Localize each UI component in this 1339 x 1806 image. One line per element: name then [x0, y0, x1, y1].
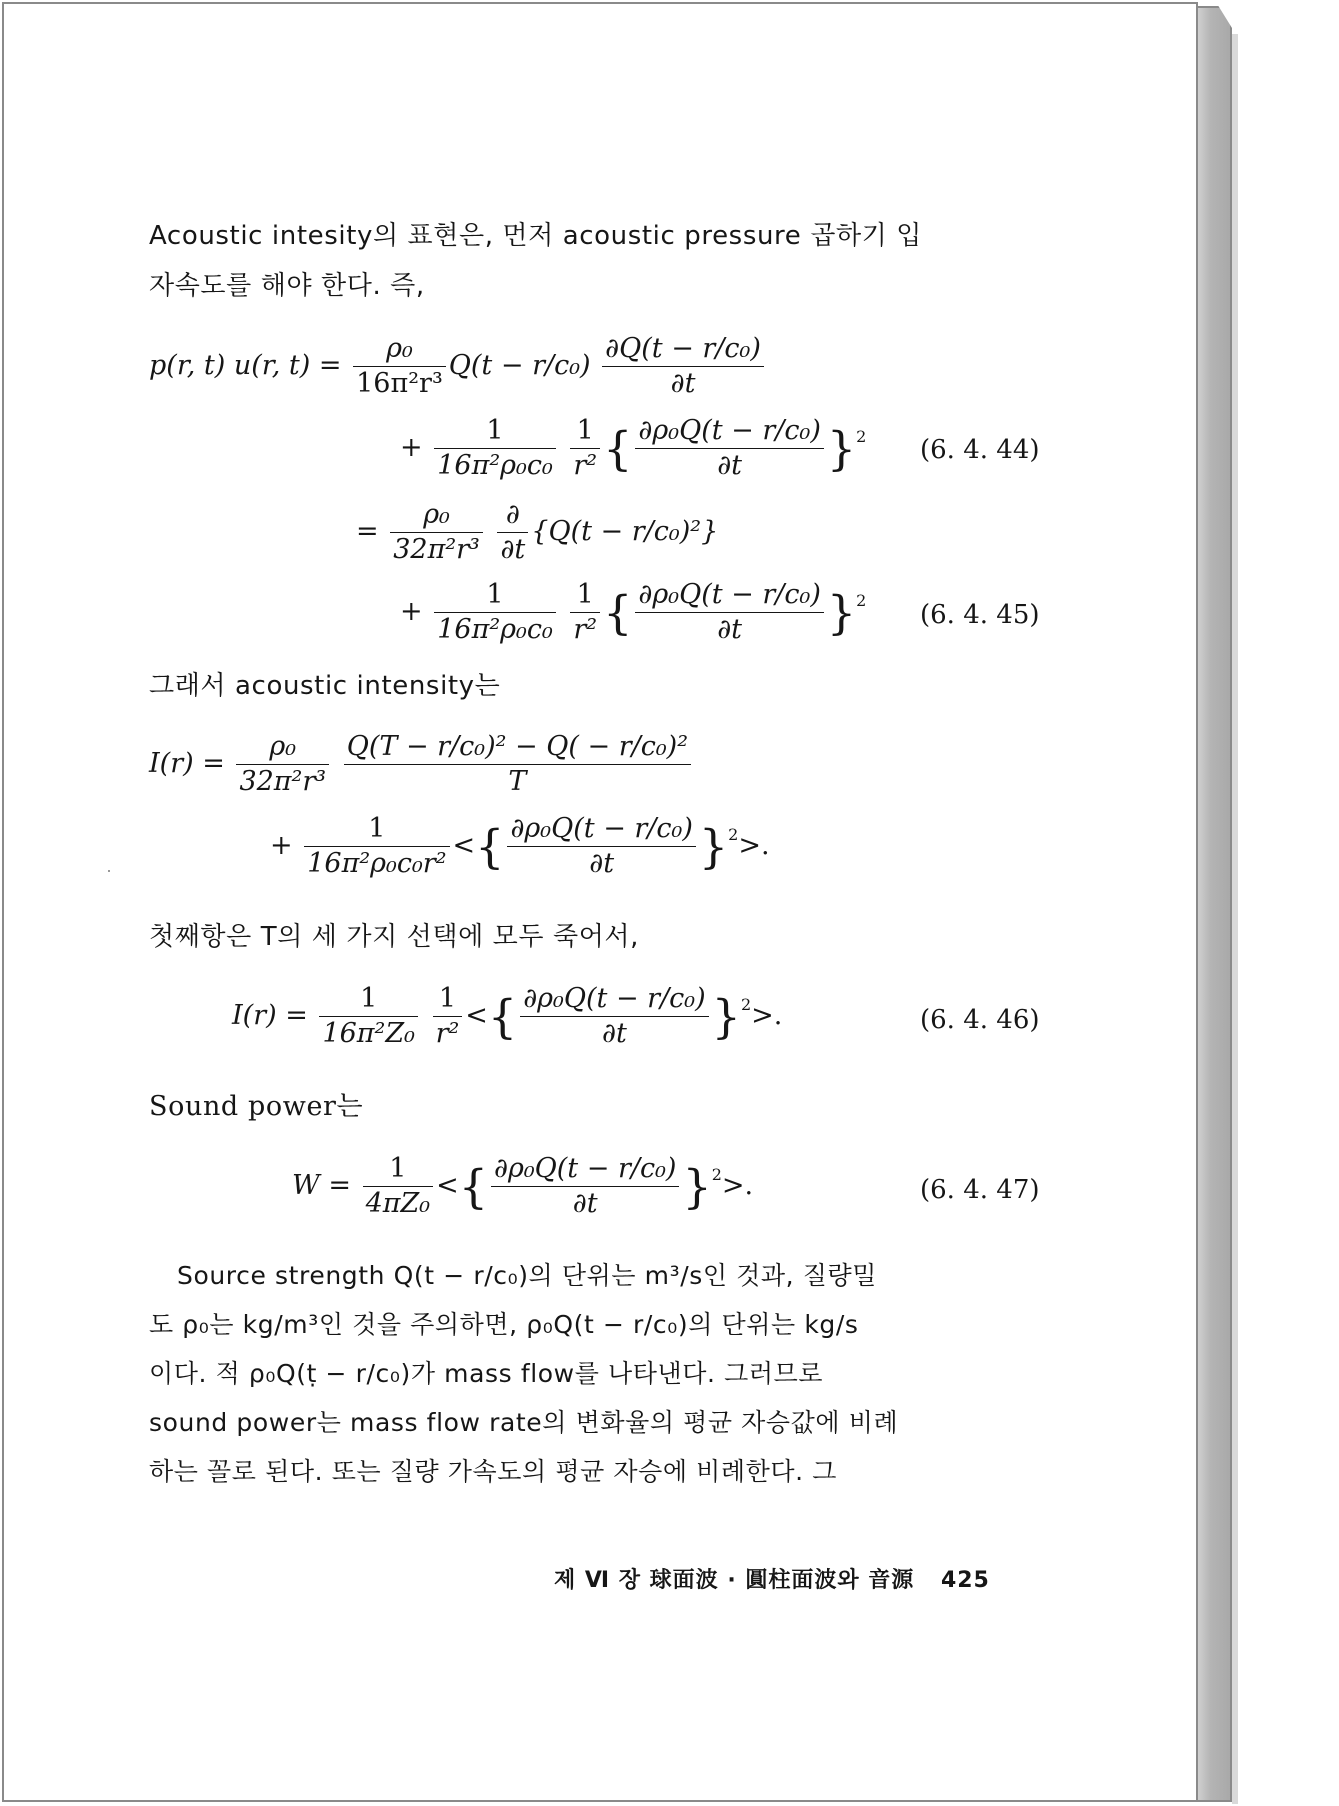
- page-edge-shadow: [1232, 34, 1238, 1804]
- equation-intensity-line-2: + $\frac{1}{\text{16π²ρ₀c₀r²}}$ <{ $\frac{\text{∂ρ₀Q(t − r/c₀)}}{\partial t}$ }$^2$>.: [270, 813, 770, 879]
- eqI2-fraction-1: $\frac{1}{\text{16π²ρ₀c₀r²}}$: [304, 812, 449, 881]
- eq44b-fraction-3: $\frac{\text{∂ρ₀Q(t − r/c₀)}}{\partial t}$: [635, 414, 823, 483]
- eq44-lhs: p(r, t) u(r, t) =: [149, 350, 342, 381]
- eq45b-fraction-1: $\frac{1}{\text{16π²ρ₀c₀}}$: [434, 578, 556, 647]
- equation-6-4-45-line-1: [356, 498, 718, 567]
- equation-intensity-line-1: [149, 730, 694, 799]
- paragraph-5-line-2: 도 ρ₀는 kg/m³인 것을 주의하면, ρ₀Q(t − r/c₀)의 단위는 kg/s: [149, 1310, 859, 1339]
- equation-6-4-44-line-2: + $\frac{1}{\text{16π²ρ₀c₀}}$ $\frac{1}{\text{r²}}$ { $\frac{\text{∂ρ₀Q(t − r/c₀)}}{\partial t}$ }$^2$: [400, 415, 867, 481]
- eq46-fraction-3: $\frac{\text{∂ρ₀Q(t − r/c₀)}}{\partial t}$: [520, 982, 708, 1051]
- equation-number-6-4-44: (6. 4. 44): [920, 435, 1040, 465]
- eq45b-fraction-3: $\frac{\text{∂ρ₀Q(t − r/c₀)}}{\partial t}$: [635, 578, 823, 647]
- equation-number-6-4-47: (6. 4. 47): [920, 1175, 1040, 1205]
- eq44-q-term: Q(t − r/c₀): [448, 350, 591, 381]
- paragraph-5-line-5: 하는 꼴로 된다. 또는 질량 가속도의 평균 자승에 비례한다. 그: [149, 1457, 838, 1486]
- eq47-fraction-1: $\frac{1}{\text{4πZ₀}}$: [363, 1152, 434, 1221]
- eq46-fraction-1: $\frac{1}{\text{16π²Z₀}}$: [319, 982, 418, 1051]
- equation-6-4-46: I(r) = $\frac{1}{\text{16π²Z₀}}$ $\frac{1}{\text{r²}}$ <{ $\frac{\text{∂ρ₀Q(t − r/c₀)}}{\partial t}$ }$^2$>.: [232, 983, 783, 1049]
- equation-6-4-44-line-1: [149, 332, 767, 401]
- eq45-equals: =: [356, 516, 379, 547]
- paragraph-5-line-3: 이다. 적 ρ₀Q(ṭ − r/c₀)가 mass flow를 나타낸다. 그러므로: [149, 1359, 824, 1388]
- eq45-plus: +: [400, 596, 423, 627]
- paragraph-5-line-4: sound power는 mass flow rate의 변화율의 평균 자승값에 비례: [149, 1408, 899, 1437]
- eq44b-fraction-1: $\frac{1}{\text{16π²ρ₀c₀}}$: [434, 414, 556, 483]
- paragraph-5-line-1: Source strength Q(t − r/c₀)의 단위는 m³/s인 것과, 질량밀: [177, 1261, 878, 1290]
- eq45-braced-term: {Q(t − r/c₀)²}: [531, 516, 719, 547]
- eq44-fraction-1: $\frac{\text{ρ₀}}{\text{16π²r³}}$: [353, 332, 446, 401]
- eqI2-plus: +: [270, 830, 293, 861]
- page-number: 425: [940, 1568, 990, 1593]
- eq46-end: >.: [751, 1000, 783, 1031]
- eq44b-fraction-2: $\frac{1}{\text{r²}}$: [570, 414, 600, 483]
- equation-number-6-4-46: (6. 4. 46): [920, 1005, 1040, 1035]
- paragraph-3: 첫째항은 T의 세 가지 선택에 모두 죽어서,: [149, 922, 639, 952]
- eqI2-fraction-2: $\frac{\text{∂ρ₀Q(t − r/c₀)}}{\partial t}$: [507, 812, 695, 881]
- paragraph-1-line-1: Acoustic intesity의 표현은, 먼저 acoustic pressure 곱하기 입: [149, 221, 922, 251]
- eq44-plus: +: [400, 432, 423, 463]
- speck: [108, 870, 110, 872]
- eq45-fraction-1: $\frac{\text{ρ₀}}{\text{32π²r³}}$: [390, 498, 483, 567]
- equation-6-4-47: W = $\frac{1}{\text{4πZ₀}}$ <{ $\frac{\text{∂ρ₀Q(t − r/c₀)}}{\partial t}$ }$^2$>.: [292, 1153, 754, 1219]
- eq45-fraction-2: $\frac{\partial}{\partial t}$: [497, 498, 528, 567]
- eq44-fraction-2: $\frac{\text{∂Q(t − r/c₀)}}{\partial t}$: [602, 332, 764, 401]
- eq47-lhs: W =: [292, 1170, 351, 1201]
- eqI-lhs: I(r) =: [149, 748, 225, 779]
- equation-6-4-45-line-2: + $\frac{1}{\text{16π²ρ₀c₀}}$ $\frac{1}{\text{r²}}$ { $\frac{\text{∂ρ₀Q(t − r/c₀)}}{\partial t}$ }$^2$: [400, 579, 867, 645]
- page-footer: [554, 1563, 990, 1594]
- eq45b-fraction-2: $\frac{1}{\text{r²}}$: [570, 578, 600, 647]
- eq47-end: >.: [721, 1170, 754, 1201]
- eq46-fraction-2: $\frac{1}{\text{r²}}$: [433, 982, 463, 1051]
- eqI-fraction-2: $\frac{\text{Q(T − r/c₀)² − Q( − r/c₀)²}}{T}$: [344, 730, 691, 799]
- equation-number-6-4-45: (6. 4. 45): [920, 600, 1040, 630]
- paragraph-1-line-2: 자속도를 해야 한다. 즉,: [149, 271, 425, 301]
- chapter-title: 제 Ⅵ 장 球面波 · 圓柱面波와 音源: [554, 1568, 915, 1593]
- eq47-fraction-2: $\frac{\text{∂ρ₀Q(t − r/c₀)}}{\partial t}$: [491, 1152, 679, 1221]
- paragraph-4: Sound power는: [149, 1091, 364, 1122]
- page-edge: [1198, 6, 1232, 1802]
- eqI-fraction-1: $\frac{\text{ρ₀}}{\text{32π²r³}}$: [236, 730, 329, 799]
- eqI2-end: >.: [738, 830, 770, 861]
- eq46-lhs: I(r) =: [232, 1000, 308, 1031]
- paragraph-2: 그래서 acoustic intensity는: [149, 671, 501, 701]
